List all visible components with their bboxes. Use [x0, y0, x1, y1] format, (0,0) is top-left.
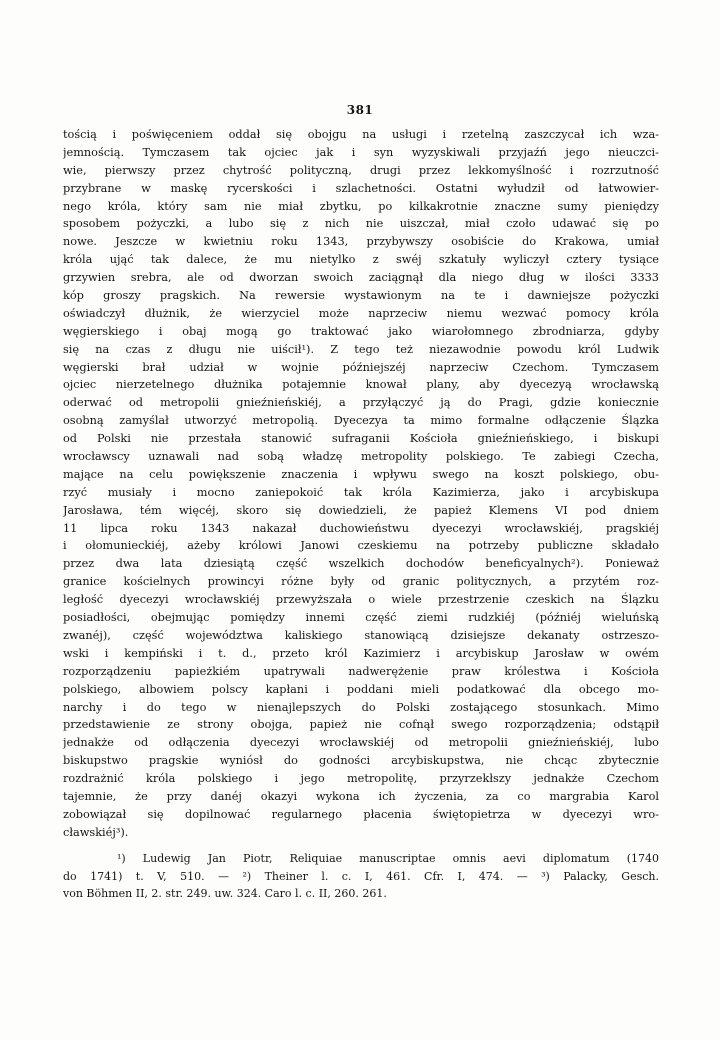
text-line: ojciec nierzetelnego dłużnika potajemnie knował plany, aby dyecezyą wrocławską [63, 378, 659, 392]
main-text [63, 126, 659, 842]
text-line: sposobem pożyczki, a lubo się z nich nie uiszczał, miał czoło udawać się po [63, 217, 659, 231]
text-line: grzywien srebra, ale od dworzan swoich zaciągnął dla niego dług w ilości 3333 [63, 271, 659, 285]
text-line: biskupstwo pragskie wyniósł do godności arcybiskupstwa, nie chcąc zbytecznie [63, 754, 659, 768]
text-line: i ołomunieckiéj, ażeby królowi Janowi czeskiemu na potrzeby publiczne składało [63, 539, 659, 553]
text-line: węgierskiego i obaj mogą go traktować jako wiarołomnego zbrodniarza, gdyby [63, 324, 659, 338]
text-line: tością i poświęceniem oddał się obojgu na usługi i rzetelną zaszczycał ich wza- [63, 128, 659, 141]
text-line: rzyć musiały i mocno zaniepokoić tak króla Kazimierza, jako i arcybiskupa [63, 485, 659, 499]
text-line: osobną zamyślał utworzyć metropolią. Dyecezya ta mimo formalne odłączenie Ślązka [63, 414, 659, 428]
text-line: 11 lipca roku 1343 nakazał duchowieństwu dyecezyi wrocławskiéj, pragskiéj [63, 521, 659, 535]
footnote-line: ¹) Ludewig Jan Piotr, Reliquiae manuscriptae omnis aevi diplomatum (1740 [117, 852, 659, 865]
text-line: nego króla, który sam nie miał zbytku, po kilkakrotnie znaczne sumy pieniędzy [63, 199, 659, 213]
text-line: kóp groszy pragskich. Na rewersie wystawionym na te i dawniejsze pożyczki [63, 289, 659, 303]
text-line: nowe. Jeszcze w kwietniu roku 1343, przybywszy osobiście do Krakowa, umiał [63, 235, 659, 249]
page-number: 381 [346, 103, 374, 117]
text-line: przybrane w maskę rycerskości i szlachetności. Ostatni wyłudził od łatwowier- [63, 181, 659, 195]
text-line: granice kościelnych prowincyi różne były od granic politycznych, a przytém roz- [63, 575, 659, 589]
text-line: wski i kempiński i t. d., przeto król Kazimierz i arcybiskup Jarosław w owém [63, 646, 659, 660]
text-line: ległość dyecezyi wrocławskiéj przewyższała o wiele przestrzenie czeskich na Ślązku [63, 593, 659, 607]
text-line: zobowiązał się dopilnować regularnego płacenia świętopietrza w dyecezyi wro- [63, 807, 659, 821]
text-line: jemnością. Tymczasem tak ojciec jak i syn wyzyskiwali przyjaźń jego nieuczci- [63, 145, 659, 159]
text-line: narchy i do tego w nienajlepszych do Polski zostającego stosunkach. Mimo [63, 700, 659, 714]
text-line: jednakże od odłączenia dyecezyi wrocławskiéj od metropolii gnieźnieńskiéj, lubo [63, 736, 659, 750]
text-line: posiadłości, obejmując pomiędzy innemi część ziemi rudzkiéj (późniéj wieluńską [63, 611, 659, 625]
text-line: węgierski brał udział w wojnie późniejszéj naprzeciw Czechom. Tymczasem [63, 360, 659, 374]
text-line: rozporządzeniu papieżkiém upatrywali nadwerężenie praw królestwa i Kościoła [63, 664, 659, 678]
text-line: Jarosława, tém więcéj, skoro się dowiedzieli, że papież Klemens VI pod dniem [63, 503, 659, 517]
text-line: wrocławscy uznawali nad sobą władzę metropolity polskiego. Te zabiegi Czecha, [63, 450, 659, 464]
text-line: od Polski nie przestała stanowić sufraganii Kościoła gnieźnieńskiego, i biskupi [63, 432, 659, 446]
text-line: zwanéj), część województwa kaliskiego stanowiącą dzisiejsze dekanaty ostrzeszo- [63, 628, 659, 642]
text-line: oderwać od metropolii gnieźnieńskiéj, a przyłączyć ją do Pragi, gdzie koniecznie [63, 396, 659, 410]
footnote-line: von Böhmen II, 2. str. 249. uw. 324. Caro l. c. II, 260. 261. [63, 887, 387, 900]
text-line: mające na celu powiększenie znaczenia i wpływu swego na koszt polskiego, obu- [63, 467, 659, 481]
footnotes [63, 850, 659, 903]
text-line: oświadczył dłużnik, że wierzyciel może naprzeciw niemu wezwać pomocy króla [63, 306, 659, 320]
text-line: przedstawienie ze strony obojga, papież nie cofnął swego rozporządzenia; odstąpił [63, 718, 659, 732]
text-line: tajemnie, że przy danéj okazyi wykona ich życzenia, za co margrabia Karol [63, 789, 659, 803]
text-line: przez dwa lata dziesiątą część wszelkich dochodów beneficyalnych²). Ponieważ [63, 557, 659, 571]
text-line: wie, pierwszy przez chytrość polityczną, drugi przez lekkomyślność i rozrzutność [63, 163, 659, 177]
footnote-line: do 1741) t. V, 510. — ²) Theiner l. c. I, 461. Cfr. I, 474. — ³) Palacky, Gesch. [63, 869, 659, 883]
text-line: rozdrażnić króla polskiego i jego metropolitę, przyrzekłszy jednakże Czechom [63, 772, 659, 786]
text-line: polskiego, albowiem polscy kapłani i poddani mieli podatkować dla obcego mo- [63, 682, 659, 696]
text-line: się na czas z długu nie uiścił¹). Z tego też niezawodnie powodu król Ludwik [63, 342, 659, 356]
text-line: króla ująć tak dalece, że mu nietylko z swéj szkatuły wyliczył cztery tysiące [63, 253, 659, 267]
text-line: cławskiéj³). [63, 825, 129, 839]
